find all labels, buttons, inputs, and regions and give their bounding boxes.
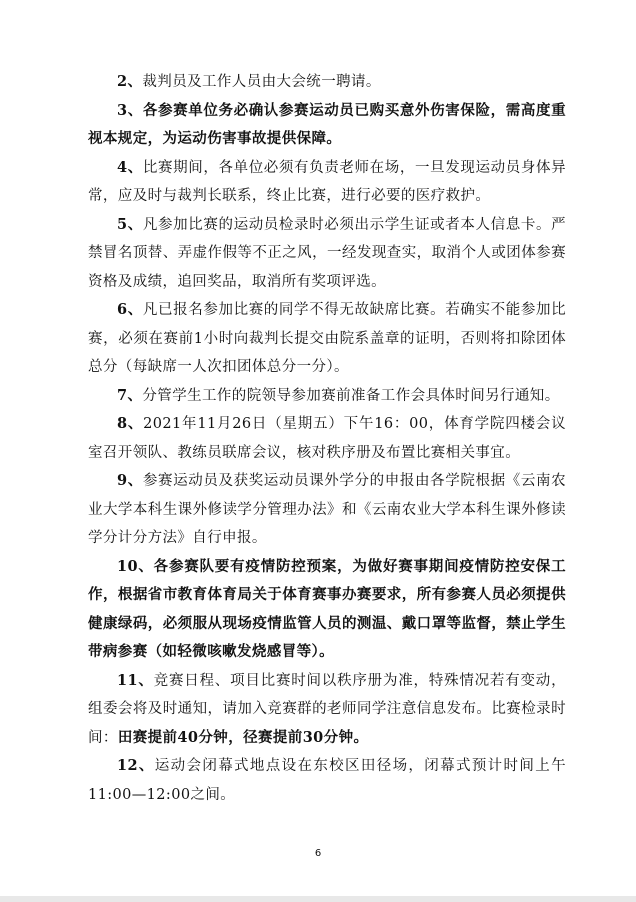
paragraph-3: [88, 97, 566, 154]
paragraph-6: [88, 296, 566, 382]
item-text: 参赛运动员及获奖运动员课外学分的申报由各学院根据《云南农业大学本科生课外修读学分管理办法》和《云南农业大学本科生课外修读学分计分方法》自行申报。: [88, 473, 567, 546]
item-number: 2、: [117, 73, 143, 90]
item-number: 3、: [117, 101, 143, 119]
paragraph-11: [88, 667, 566, 753]
paragraph-9: [88, 467, 566, 553]
item-text: 比赛期间，各单位必须有负责老师在场，一旦发现运动员身体异常，应及时与裁判长联系，终止比赛，进行必要的医疗救护。: [88, 159, 567, 204]
item-number: 4、: [117, 158, 143, 176]
item-number: 9、: [117, 472, 143, 489]
paragraph-8: [88, 410, 566, 467]
item-bold-text: 田赛提前40分钟，径赛提前30分钟。: [117, 728, 369, 746]
item-number: 8、: [117, 415, 144, 432]
item-number: 11、: [117, 671, 154, 689]
item-number: 6、: [117, 301, 143, 318]
item-bold-text: 各参赛单位务必确认参赛运动员已购买意外伤害保险，需高度重视本规定，为运动伤害事故提供保障。: [88, 101, 567, 147]
paragraph-5: [88, 211, 566, 297]
item-text: 凡已报名参加比赛的同学不得无故缺席比赛。若确实不能参加比赛，必须在赛前1小时向裁判长提交由院系盖章的证明，否则将扣除团体总分（每缺席一人次扣团体总分一分）。: [88, 302, 567, 375]
page-bottom-edge: [0, 896, 636, 902]
item-text: 分管学生工作的院领导参加赛前准备工作会具体时间另行通知。: [142, 387, 560, 404]
item-number: 5、: [117, 215, 143, 233]
item-number: 12、: [117, 757, 155, 774]
paragraph-4: [88, 154, 566, 211]
item-text: 凡参加比赛的运动员检录时必须出示学生证或者本人信息卡。严禁冒名顶替、弄虚作假等不正之风，一经发现查实，取消个人或团体参赛资格及成绩，追回奖品，取消所有奖项评选。: [88, 216, 567, 290]
item-number: 7、: [117, 386, 143, 404]
item-text: 裁判员及工作人员由大会统一聘请。: [142, 74, 381, 90]
page-number: 6: [314, 848, 322, 859]
item-bold-text: 各参赛队要有疫情防控预案，为做好赛事期间疫情防控安保工作，根据省市教育体育局关于体育赛事办赛要求，所有参赛人员必须提供健康绿码，必须服从现场疫情监管人员的测温、戴口罩等监督，禁止学生带病参赛（如轻微咳嗽发烧感冒等）。: [88, 557, 566, 660]
item-number: 10、: [117, 557, 154, 575]
paragraph-12: [88, 752, 566, 809]
item-text: 运动会闭幕式地点设在东校区田径场，闭幕式预计时间上午11:00—12:00之间。: [88, 758, 566, 803]
paragraph-7: [88, 382, 566, 411]
paragraph-2: [88, 68, 566, 97]
paragraph-10: [88, 553, 566, 667]
item-text: 2021年11月26日（星期五）下午16：00，体育学院四楼会议室召开领队、教练员联席会议，核对秩序册及布置比赛相关事宜。: [88, 416, 566, 461]
document-body: [88, 68, 566, 809]
item-text: 竞赛日程、项目比赛时间以秩序册为准，特殊情况若有变动，组委会将及时通知，请加入竞赛群的老师同学注意信息发布。比赛检录时间：: [88, 672, 566, 746]
